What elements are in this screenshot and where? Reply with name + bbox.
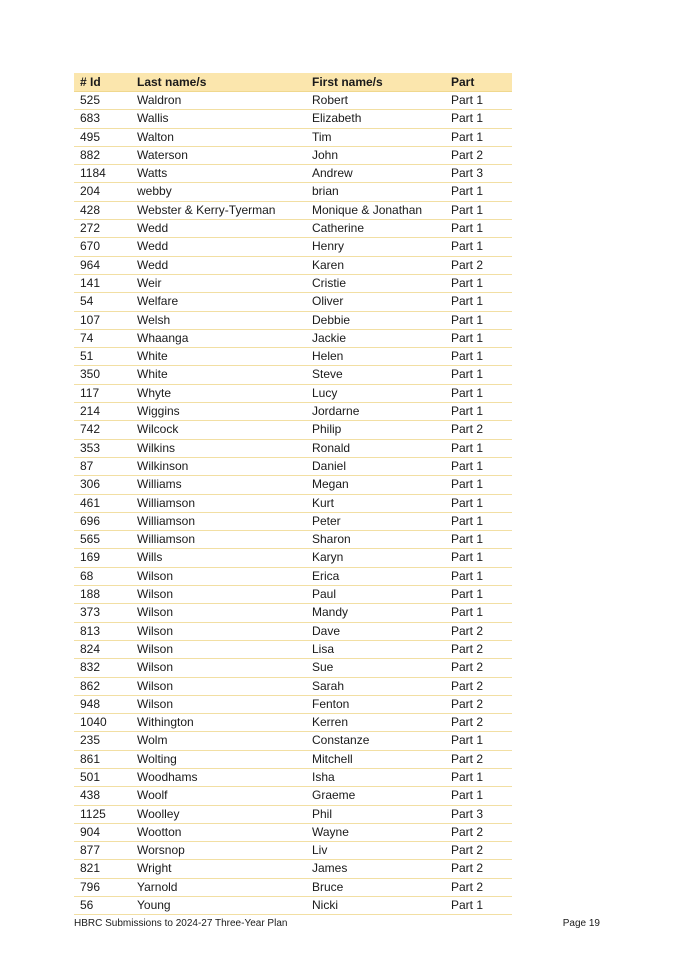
table-row <box>74 732 512 750</box>
footer-page-number: Page 19 <box>562 918 600 929</box>
cell-first-name: Constanze <box>306 732 445 750</box>
cell-id: 525 <box>74 92 131 110</box>
table-row <box>74 768 512 786</box>
cell-last-name: Welfare <box>131 293 306 311</box>
cell-last-name: Waldron <box>131 92 306 110</box>
cell-part: Part 2 <box>445 677 512 695</box>
cell-part: Part 1 <box>445 366 512 384</box>
header-id: # Id <box>74 73 131 92</box>
table-row <box>74 494 512 512</box>
table-body <box>74 92 512 915</box>
cell-last-name: Wilson <box>131 567 306 585</box>
cell-id: 832 <box>74 659 131 677</box>
table-row <box>74 878 512 896</box>
cell-part: Part 2 <box>445 659 512 677</box>
table-row <box>74 311 512 329</box>
table-row <box>74 695 512 713</box>
cell-part: Part 1 <box>445 768 512 786</box>
cell-part: Part 1 <box>445 110 512 128</box>
cell-last-name: Worsnop <box>131 842 306 860</box>
cell-id: 350 <box>74 366 131 384</box>
cell-last-name: webby <box>131 183 306 201</box>
cell-last-name: Welsh <box>131 311 306 329</box>
cell-id: 796 <box>74 878 131 896</box>
cell-part: Part 2 <box>445 878 512 896</box>
table-row <box>74 622 512 640</box>
cell-last-name: White <box>131 366 306 384</box>
cell-last-name: Wolm <box>131 732 306 750</box>
cell-part: Part 2 <box>445 421 512 439</box>
cell-last-name: Wootton <box>131 823 306 841</box>
cell-first-name: Oliver <box>306 293 445 311</box>
cell-first-name: Mitchell <box>306 750 445 768</box>
cell-part: Part 1 <box>445 787 512 805</box>
cell-last-name: Young <box>131 897 306 915</box>
header-part: Part <box>445 73 512 92</box>
footer-document-title: HBRC Submissions to 2024-27 Three-Year Plan <box>74 918 288 929</box>
cell-id: 68 <box>74 567 131 585</box>
cell-last-name: Wilson <box>131 677 306 695</box>
cell-first-name: Fenton <box>306 695 445 713</box>
cell-last-name: Wiggins <box>131 403 306 421</box>
cell-part: Part 1 <box>445 329 512 347</box>
table-row <box>74 384 512 402</box>
cell-part: Part 2 <box>445 714 512 732</box>
cell-last-name: Webster & Kerry-Tyerman <box>131 201 306 219</box>
cell-id: 438 <box>74 787 131 805</box>
cell-last-name: Wilson <box>131 622 306 640</box>
cell-first-name: Phil <box>306 805 445 823</box>
cell-first-name: Peter <box>306 512 445 530</box>
cell-first-name: Cristie <box>306 274 445 292</box>
cell-part: Part 1 <box>445 549 512 567</box>
cell-last-name: Wilson <box>131 604 306 622</box>
cell-part: Part 1 <box>445 732 512 750</box>
cell-part: Part 1 <box>445 348 512 366</box>
cell-part: Part 1 <box>445 238 512 256</box>
cell-part: Part 1 <box>445 274 512 292</box>
cell-first-name: Dave <box>306 622 445 640</box>
cell-id: 169 <box>74 549 131 567</box>
cell-id: 56 <box>74 897 131 915</box>
cell-part: Part 2 <box>445 622 512 640</box>
cell-id: 87 <box>74 457 131 475</box>
cell-last-name: Wilson <box>131 695 306 713</box>
cell-part: Part 2 <box>445 640 512 658</box>
cell-id: 51 <box>74 348 131 366</box>
table-row <box>74 860 512 878</box>
cell-first-name: Bruce <box>306 878 445 896</box>
table-row <box>74 220 512 238</box>
table-row <box>74 274 512 292</box>
cell-part: Part 2 <box>445 842 512 860</box>
table-row <box>74 92 512 110</box>
cell-first-name: Sarah <box>306 677 445 695</box>
table-row <box>74 549 512 567</box>
cell-last-name: Wills <box>131 549 306 567</box>
cell-part: Part 1 <box>445 403 512 421</box>
cell-id: 214 <box>74 403 131 421</box>
cell-id: 948 <box>74 695 131 713</box>
cell-first-name: Jordarne <box>306 403 445 421</box>
cell-part: Part 1 <box>445 476 512 494</box>
table-row <box>74 567 512 585</box>
table-row <box>74 293 512 311</box>
table-row <box>74 714 512 732</box>
table-row <box>74 805 512 823</box>
cell-part: Part 1 <box>445 128 512 146</box>
cell-id: 670 <box>74 238 131 256</box>
cell-id: 904 <box>74 823 131 841</box>
page-footer <box>74 918 600 929</box>
cell-last-name: Wilson <box>131 586 306 604</box>
cell-first-name: Debbie <box>306 311 445 329</box>
table-row <box>74 110 512 128</box>
cell-part: Part 1 <box>445 567 512 585</box>
cell-part: Part 1 <box>445 897 512 915</box>
cell-part: Part 1 <box>445 293 512 311</box>
cell-part: Part 1 <box>445 439 512 457</box>
table-row <box>74 348 512 366</box>
cell-id: 495 <box>74 128 131 146</box>
cell-id: 1125 <box>74 805 131 823</box>
cell-part: Part 1 <box>445 457 512 475</box>
cell-part: Part 1 <box>445 311 512 329</box>
cell-first-name: brian <box>306 183 445 201</box>
table-row <box>74 659 512 677</box>
cell-first-name: Sue <box>306 659 445 677</box>
cell-part: Part 1 <box>445 512 512 530</box>
cell-last-name: Woodhams <box>131 768 306 786</box>
table-row <box>74 476 512 494</box>
cell-id: 1184 <box>74 165 131 183</box>
table-row <box>74 823 512 841</box>
table-row <box>74 787 512 805</box>
cell-part: Part 1 <box>445 220 512 238</box>
table-row <box>74 256 512 274</box>
table-row <box>74 439 512 457</box>
cell-last-name: Waterson <box>131 146 306 164</box>
cell-first-name: Jackie <box>306 329 445 347</box>
cell-last-name: Wedd <box>131 256 306 274</box>
cell-part: Part 1 <box>445 604 512 622</box>
cell-part: Part 2 <box>445 750 512 768</box>
cell-first-name: Karyn <box>306 549 445 567</box>
cell-last-name: Wilkinson <box>131 457 306 475</box>
cell-first-name: Kerren <box>306 714 445 732</box>
cell-id: 204 <box>74 183 131 201</box>
cell-last-name: Woolley <box>131 805 306 823</box>
table-row <box>74 403 512 421</box>
cell-first-name: Erica <box>306 567 445 585</box>
cell-first-name: Megan <box>306 476 445 494</box>
cell-last-name: Wilcock <box>131 421 306 439</box>
cell-first-name: James <box>306 860 445 878</box>
cell-first-name: Lucy <box>306 384 445 402</box>
table-header-row <box>74 73 512 92</box>
cell-first-name: Daniel <box>306 457 445 475</box>
cell-id: 964 <box>74 256 131 274</box>
cell-part: Part 1 <box>445 586 512 604</box>
cell-id: 1040 <box>74 714 131 732</box>
cell-first-name: Tim <box>306 128 445 146</box>
cell-first-name: Mandy <box>306 604 445 622</box>
cell-first-name: Catherine <box>306 220 445 238</box>
cell-id: 501 <box>74 768 131 786</box>
cell-part: Part 1 <box>445 92 512 110</box>
cell-first-name: Philip <box>306 421 445 439</box>
cell-id: 141 <box>74 274 131 292</box>
cell-last-name: Williamson <box>131 494 306 512</box>
table-row <box>74 842 512 860</box>
table-row <box>74 165 512 183</box>
table-row <box>74 457 512 475</box>
cell-id: 117 <box>74 384 131 402</box>
cell-first-name: Lisa <box>306 640 445 658</box>
cell-id: 862 <box>74 677 131 695</box>
table-row <box>74 183 512 201</box>
cell-id: 353 <box>74 439 131 457</box>
cell-last-name: Wright <box>131 860 306 878</box>
cell-first-name: John <box>306 146 445 164</box>
cell-last-name: Williamson <box>131 512 306 530</box>
cell-id: 74 <box>74 329 131 347</box>
table-row <box>74 531 512 549</box>
table-row <box>74 604 512 622</box>
cell-id: 565 <box>74 531 131 549</box>
table-row <box>74 421 512 439</box>
cell-id: 188 <box>74 586 131 604</box>
cell-id: 461 <box>74 494 131 512</box>
table-row <box>74 238 512 256</box>
cell-last-name: Wallis <box>131 110 306 128</box>
cell-id: 54 <box>74 293 131 311</box>
cell-last-name: Wedd <box>131 238 306 256</box>
table-row <box>74 201 512 219</box>
cell-first-name: Kurt <box>306 494 445 512</box>
cell-first-name: Wayne <box>306 823 445 841</box>
table-row <box>74 640 512 658</box>
cell-id: 813 <box>74 622 131 640</box>
cell-id: 824 <box>74 640 131 658</box>
cell-last-name: Yarnold <box>131 878 306 896</box>
table-row <box>74 897 512 915</box>
cell-first-name: Steve <box>306 366 445 384</box>
table-row <box>74 586 512 604</box>
cell-first-name: Monique & Jonathan <box>306 201 445 219</box>
cell-first-name: Nicki <box>306 897 445 915</box>
cell-id: 306 <box>74 476 131 494</box>
cell-first-name: Isha <box>306 768 445 786</box>
cell-id: 861 <box>74 750 131 768</box>
cell-part: Part 2 <box>445 823 512 841</box>
cell-last-name: Wilkins <box>131 439 306 457</box>
cell-last-name: Withington <box>131 714 306 732</box>
cell-last-name: Whyte <box>131 384 306 402</box>
cell-part: Part 2 <box>445 146 512 164</box>
cell-first-name: Henry <box>306 238 445 256</box>
cell-first-name: Helen <box>306 348 445 366</box>
table-row <box>74 128 512 146</box>
cell-id: 821 <box>74 860 131 878</box>
cell-last-name: Watts <box>131 165 306 183</box>
cell-last-name: Wilson <box>131 659 306 677</box>
cell-last-name: Williamson <box>131 531 306 549</box>
cell-first-name: Karen <box>306 256 445 274</box>
cell-first-name: Sharon <box>306 531 445 549</box>
cell-id: 683 <box>74 110 131 128</box>
cell-first-name: Liv <box>306 842 445 860</box>
cell-part: Part 1 <box>445 183 512 201</box>
cell-part: Part 2 <box>445 256 512 274</box>
submissions-table <box>74 73 512 915</box>
table-row <box>74 750 512 768</box>
cell-part: Part 3 <box>445 165 512 183</box>
cell-last-name: Williams <box>131 476 306 494</box>
table-row <box>74 512 512 530</box>
table-row <box>74 146 512 164</box>
cell-first-name: Elizabeth <box>306 110 445 128</box>
cell-id: 428 <box>74 201 131 219</box>
cell-first-name: Paul <box>306 586 445 604</box>
cell-last-name: Weir <box>131 274 306 292</box>
cell-last-name: Wilson <box>131 640 306 658</box>
header-last-name: Last name/s <box>131 73 306 92</box>
cell-part: Part 1 <box>445 494 512 512</box>
cell-first-name: Robert <box>306 92 445 110</box>
cell-id: 272 <box>74 220 131 238</box>
cell-first-name: Graeme <box>306 787 445 805</box>
cell-id: 742 <box>74 421 131 439</box>
cell-part: Part 1 <box>445 384 512 402</box>
cell-last-name: Wedd <box>131 220 306 238</box>
cell-part: Part 2 <box>445 695 512 713</box>
cell-part: Part 1 <box>445 201 512 219</box>
cell-part: Part 1 <box>445 531 512 549</box>
cell-last-name: White <box>131 348 306 366</box>
cell-part: Part 3 <box>445 805 512 823</box>
cell-id: 373 <box>74 604 131 622</box>
cell-last-name: Woolf <box>131 787 306 805</box>
cell-id: 696 <box>74 512 131 530</box>
cell-last-name: Walton <box>131 128 306 146</box>
table-row <box>74 329 512 347</box>
cell-id: 107 <box>74 311 131 329</box>
header-first-name: First name/s <box>306 73 445 92</box>
cell-id: 235 <box>74 732 131 750</box>
cell-id: 882 <box>74 146 131 164</box>
cell-last-name: Whaanga <box>131 329 306 347</box>
table-row <box>74 677 512 695</box>
cell-last-name: Wolting <box>131 750 306 768</box>
cell-id: 877 <box>74 842 131 860</box>
cell-first-name: Ronald <box>306 439 445 457</box>
cell-first-name: Andrew <box>306 165 445 183</box>
table-row <box>74 366 512 384</box>
cell-part: Part 2 <box>445 860 512 878</box>
